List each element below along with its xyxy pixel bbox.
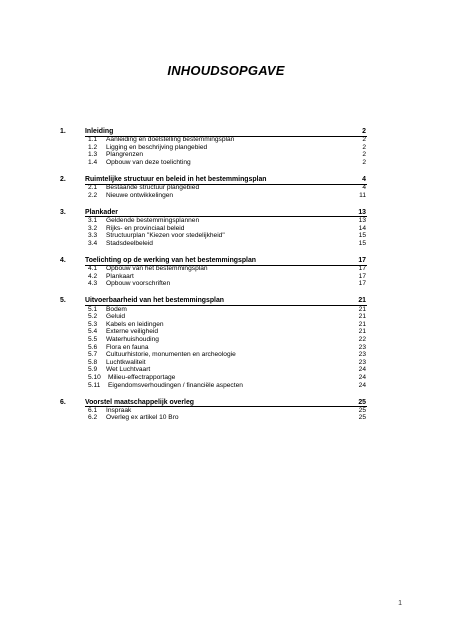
subsection-page: 25 — [358, 414, 366, 422]
subsection-number: 5.7 — [88, 351, 98, 359]
subsection-title: Opbouw van het bestemmingsplan — [106, 265, 208, 273]
subsection-title: Inspraak — [106, 406, 132, 414]
subsection-number: 1.4 — [88, 158, 98, 166]
subsection-number: 5.11 — [88, 381, 101, 389]
toc-chapter-row — [0, 176, 452, 184]
subsection-title: Ligging en beschrijving plangebied — [106, 143, 208, 151]
subsection-page: 21 — [358, 313, 366, 321]
subsection-title: Opbouw van deze toelichting — [106, 158, 191, 166]
subsection-page: 24 — [358, 366, 366, 374]
subsection-page: 24 — [358, 374, 366, 381]
subsection-number: 2.1 — [88, 184, 98, 192]
subsection-page: 21 — [358, 305, 366, 313]
subsection-title: Wet Luchtvaart — [106, 366, 151, 374]
subsection-number: 2.2 — [88, 191, 98, 199]
toc-subsection-row — [0, 414, 452, 422]
toc-subsection-row — [0, 144, 452, 152]
subsection-page: 21 — [358, 328, 366, 336]
toc-subsection-row — [0, 225, 452, 233]
subsection-title: Stadsdeelbeleid — [106, 239, 153, 247]
subsection-title: Opbouw voorschriften — [106, 280, 171, 288]
subsection-title: Eigendomsverhoudingen / financiële aspecten — [108, 381, 243, 389]
chapter-number: 2. — [60, 176, 66, 184]
toc-subsection-row — [0, 273, 452, 281]
subsection-title: Flora en fauna — [106, 343, 149, 351]
subsection-page: 2 — [362, 158, 366, 166]
subsection-number: 3.2 — [88, 224, 98, 232]
toc-section — [0, 128, 452, 167]
subsection-page: 11 — [359, 191, 366, 199]
toc-chapter-row — [0, 257, 452, 265]
subsection-page: 21 — [358, 320, 366, 328]
subsection-number: 3.4 — [88, 239, 98, 247]
subsection-title: Nieuwe ontwikkelingen — [106, 191, 174, 199]
subsection-title: Structuurplan "Kiezen voor stedelijkheid" — [106, 232, 225, 240]
chapter-page: 25 — [358, 398, 366, 406]
toc-subsection-row — [0, 136, 452, 144]
subsection-page: 22 — [358, 336, 366, 344]
toc-subsection-row — [0, 159, 452, 167]
toc-chapter-row — [0, 128, 452, 136]
subsection-number: 5.1 — [88, 305, 98, 313]
subsection-number: 6.1 — [88, 406, 98, 414]
toc-section — [0, 176, 452, 199]
subsection-number: 5.2 — [88, 313, 98, 321]
subsection-page: 23 — [358, 343, 366, 351]
toc-section — [0, 297, 452, 389]
subsection-title: Geldende bestemmingsplannen — [106, 217, 200, 225]
subsection-number: 1.2 — [88, 143, 98, 151]
subsection-title: Aanleiding en doelstelling bestemmingsplan — [106, 136, 235, 144]
chapter-title: Plankader — [85, 208, 118, 216]
subsection-page: 14 — [358, 224, 366, 232]
subsection-title: Plangrenzen — [106, 151, 144, 159]
chapter-number: 3. — [60, 208, 66, 216]
subsection-title: Plankaart — [106, 272, 134, 280]
chapter-number: 5. — [60, 297, 66, 305]
page-number: 1 — [398, 600, 402, 607]
toc-chapter-row — [0, 399, 452, 407]
chapter-page: 2 — [362, 128, 366, 135]
toc-subsection-row — [0, 232, 452, 240]
subsection-page: 17 — [358, 280, 366, 288]
subsection-page: 23 — [358, 358, 366, 366]
subsection-title: Cultuurhistorie, monumenten en archeologie — [106, 351, 236, 359]
subsection-title: Waterhuishouding — [106, 336, 159, 344]
subsection-page: 17 — [358, 272, 366, 280]
subsection-page: 15 — [358, 239, 366, 247]
subsection-page: 2 — [362, 143, 366, 151]
subsection-number: 5.9 — [88, 366, 98, 374]
subsection-title: Externe veiligheid — [106, 328, 159, 336]
subsection-title: Bodem — [106, 305, 127, 313]
toc-subsection-row — [0, 265, 452, 273]
toc-section — [0, 209, 452, 248]
toc-subsection-row — [0, 280, 452, 288]
subsection-page: 23 — [358, 351, 366, 359]
subsection-page: 2 — [362, 151, 366, 159]
subsection-page: 4 — [362, 184, 366, 192]
subsection-page: 13 — [358, 217, 366, 225]
toc-subsection-row — [0, 313, 452, 321]
subsection-page: 15 — [358, 232, 366, 240]
subsection-page: 24 — [358, 381, 366, 389]
subsection-number: 4.1 — [88, 265, 98, 273]
subsection-number: 5.4 — [88, 328, 98, 336]
subsection-title: Bestaande structuur plangebied — [106, 184, 200, 192]
chapter-title: Inleiding — [85, 128, 114, 135]
toc-subsection-row — [0, 359, 452, 367]
subsection-title: Kabels en leidingen — [106, 320, 164, 328]
toc-section — [0, 257, 452, 288]
subsection-title: Overleg ex artikel 10 Bro — [106, 414, 179, 422]
toc-subsection-row — [0, 240, 452, 248]
subsection-title: Milieu-effectrapportage — [108, 374, 176, 381]
subsection-number: 5.6 — [88, 343, 98, 351]
subsection-page: 17 — [358, 265, 366, 273]
chapter-title: Toelichting op de werking van het bestemmingsplan — [85, 257, 257, 264]
toc-subsection-row — [0, 366, 452, 374]
toc-subsection-row — [0, 217, 452, 225]
chapter-number: 1. — [60, 128, 66, 135]
subsection-number: 4.2 — [88, 272, 98, 280]
chapter-number: 6. — [60, 398, 66, 406]
subsection-page: 25 — [358, 406, 366, 414]
toc-subsection-row — [0, 374, 452, 382]
chapter-number: 4. — [60, 257, 66, 264]
toc-subsection-row — [0, 306, 452, 314]
subsection-page: 2 — [362, 136, 366, 144]
subsection-number: 6.2 — [88, 414, 98, 422]
chapter-title: Ruimtelijke structuur en beleid in het bestemmingsplan — [85, 176, 267, 184]
subsection-number: 5.5 — [88, 336, 98, 344]
subsection-number: 1.3 — [88, 151, 98, 159]
toc-subsection-row — [0, 382, 452, 390]
chapter-page: 21 — [358, 297, 366, 305]
chapter-page: 13 — [358, 208, 366, 216]
subsection-number: 3.3 — [88, 232, 98, 240]
toc-subsection-row — [0, 151, 452, 159]
toc-subsection-row — [0, 321, 452, 329]
subsection-number: 5.3 — [88, 320, 98, 328]
chapter-title: Voorstel maatschappelijk overleg — [85, 398, 195, 406]
toc-subsection-row — [0, 328, 452, 336]
toc-subsection-row — [0, 407, 452, 415]
toc-subsection-row — [0, 336, 452, 344]
subsection-number: 3.1 — [88, 217, 98, 225]
subsection-title: Geluid — [106, 313, 126, 321]
toc-chapter-row — [0, 209, 452, 217]
subsection-title: Luchtkwaliteit — [106, 358, 146, 366]
chapter-page: 17 — [358, 257, 366, 264]
table-of-contents — [0, 128, 452, 432]
toc-subsection-row — [0, 351, 452, 359]
subsection-number: 1.1 — [88, 136, 98, 144]
subsection-number: 5.8 — [88, 358, 98, 366]
chapter-title: Uitvoerbaarheid van het bestemmingsplan — [85, 297, 224, 305]
toc-section — [0, 399, 452, 422]
chapter-page: 4 — [362, 176, 366, 184]
toc-subsection-row — [0, 184, 452, 192]
subsection-number: 4.3 — [88, 280, 98, 288]
toc-subsection-row — [0, 192, 452, 200]
toc-subsection-row — [0, 344, 452, 352]
subsection-number: 5.10 — [88, 374, 101, 381]
subsection-title: Rijks- en provinciaal beleid — [106, 224, 185, 232]
page-title: INHOUDSOPGAVE — [167, 63, 285, 78]
toc-chapter-row — [0, 297, 452, 305]
